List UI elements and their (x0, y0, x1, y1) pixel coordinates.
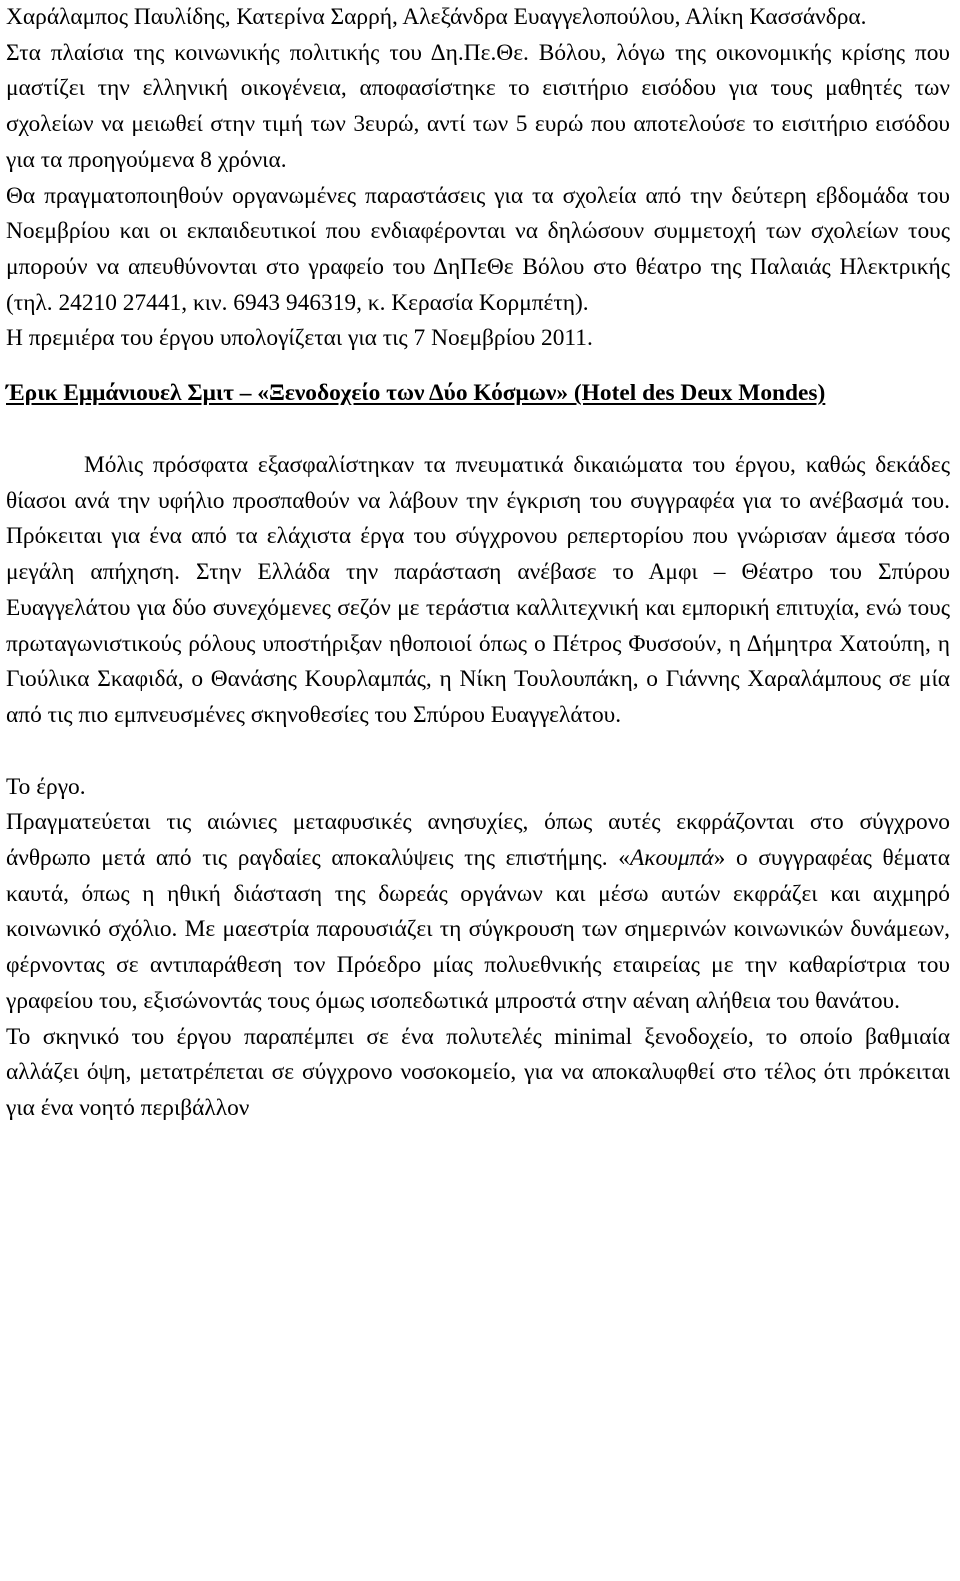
authors-line: Χαράλαμπος Παυλίδης, Κατερίνα Σαρρή, Αλεξάνδρα Ευαγγελοπούλου, Αλίκη Κασσάνδρα. (6, 4, 867, 30)
intro-paragraph-ticket-price: Στα πλαίσια της κοινωνικής πολιτικής του Δη.Πε.Θε. Βόλου, λόγω της οικονομικής κρίσης που μαστίζει την ελληνική οικογένεια, αποφασίστηκε το εισιτήριο εισόδου για τους μαθητές των σχολείων να μειωθεί στην τιμή των 3ευρώ, αντί των 5 ευρώ που αποτελούσε το εισιτήριο εισόδου για τα προηγούμενα 8 χρόνια. (6, 39, 950, 173)
section-label-the-play: Το έργο. (6, 773, 86, 800)
spacer (6, 411, 950, 448)
theme-text-start: Πραγματεύεται τις αιώνιες μεταφυσικές ανησυχίες, όπως αυτές εκφράζονται στο σύγχρονο άνθρωπο μετά από τις ραγδαίες αποκαλύψεις της επιστήμης. « (6, 809, 950, 872)
body-paragraph-theme (6, 805, 950, 1019)
play-heading: Έρικ Εμμάνιουελ Σμιτ – «Ξενοδοχείο των Δύο Κόσμων» (Hotel des Deux Mondes) (6, 380, 826, 407)
theme-text-italic: Ακουμπά (629, 845, 714, 872)
document-page (6, 0, 950, 1127)
body-paragraph-rights: Μόλις πρόσφατα εξασφαλίστηκαν τα πνευματικά δικαιώματα του έργου, καθώς δεκάδες θίασοι ανά την υφήλιο προσπαθούν να λάβουν την έγκριση του συγγραφέα για το ανέβασμά του. Πρόκειται για ένα από τα ελάχιστα έργα του σύγχρονου ρεπερτορίου που γνώρισαν άμεσα τόσο μεγάλη απήχηση. Στην Ελλάδα την παράσταση ανέβασε το Αμφι – Θέατρο του Σπύρου Ευαγγελάτου για δύο συνεχόμενες σεζόν με τεράστια καλλιτεχνική και εμπορική επιτυχία, ενώ τους πρωταγωνιστικούς ρόλους υποστήριξαν ηθοποιοί όπως ο Πέτρος Φυσσούν, η Δήμητρα Χατούπη, η Γιούλικα Σκαφιδά, ο Θανάσης Κουρλαμπάς, η Νίκη Τουλουπάκη, ο Γιάννης Χαραλάμπους σε μία από τις πιο εμπνευσμένες σκηνοθεσίες του Σπύρου Ευαγγελάτου. (6, 452, 950, 728)
intro-paragraph-premiere: Η πρεμιέρα του έργου υπολογίζεται για τις 7 Νοεμβρίου 2011. (6, 325, 593, 352)
spacer (6, 734, 950, 770)
intro-paragraph-school-performances: Θα πραγματοποιηθούν οργανωμένες παραστάσεις για τα σχολεία από την δεύτερη εβδομάδα του Νοεμβρίου και οι εκπαιδευτικοί που ενδιαφέρονται να δηλώσουν συμμετοχή των σχολείων τους μπορούν να απευθύνονται στο γραφείο του ΔηΠεΘε Βόλου στο θέατρο της Παλαιάς Ηλεκτρικής (τηλ. 24210 27441, κιν. 6943 946319, κ. Κερασία Κορμπέτη). (6, 182, 950, 316)
theme-text-end: » ο συγγραφέας θέματα καυτά, όπως η ηθική διάσταση της δωρεάς οργάνων και μέσω αυτών εκφράζει και αιχμηρό κοινωνικό σχόλιο. Με μαεστρία παρουσιάζει τη σύγκρουση των σημερινών κοινωνικών δυνάμεων, φέρνοντας σε αντιπαράθεση τον Πρόεδρο μίας πολυεθνικής εταιρείας με την καθαρίστρια του γραφείου του, εξισώνοντάς τους όμως ισοπεδωτικά μπροστά στην αέναη αλήθεια του θανάτου. (6, 845, 950, 1014)
body-paragraph-set: Το σκηνικό του έργου παραπέμπει σε ένα πολυτελές minimal ξενοδοχείο, το οποίο βαθμιαία αλλάζει όψη, μετατρέπεται σε σύγχρονο νοσοκομείο, για να αποκαλυφθεί στο τέλος ότι πρόκειται για ένα νοητό περιβάλλον (6, 1023, 950, 1121)
